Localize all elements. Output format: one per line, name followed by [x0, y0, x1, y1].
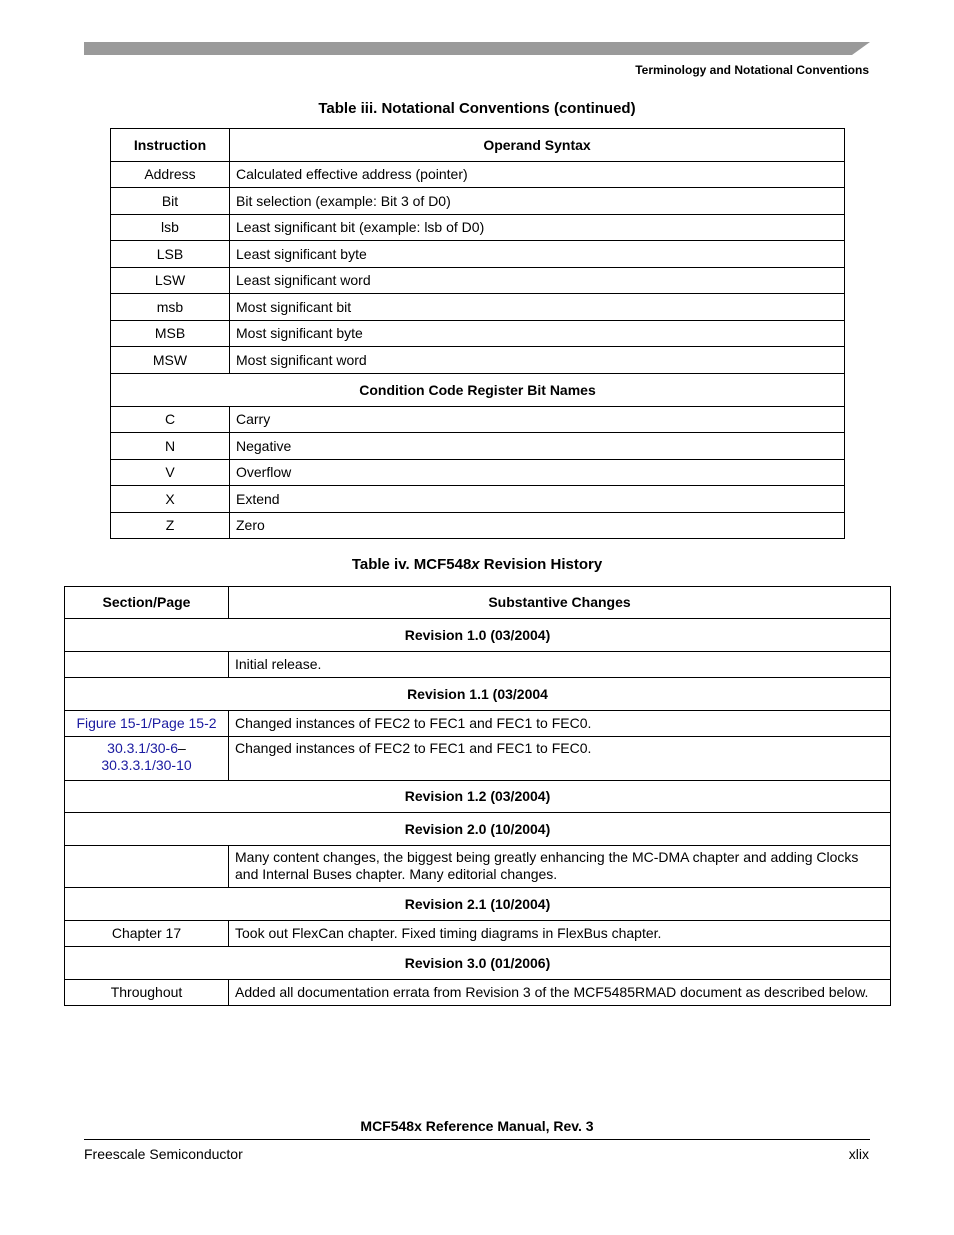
syntax-cell: Least significant bit (example: lsb of D0)	[230, 215, 845, 241]
table-row	[111, 460, 845, 486]
table-row	[65, 711, 891, 737]
ccr-bit-cell: C	[111, 407, 230, 433]
caption-prefix: Table iv. MCF548	[351, 556, 472, 573]
syntax-cell: Least significant word	[230, 268, 845, 294]
table-row	[65, 652, 891, 678]
col-header-section-page: Section/Page	[65, 587, 229, 619]
header-bar	[84, 42, 870, 55]
section-cell: Chapter 17	[65, 921, 229, 947]
table-row	[111, 407, 845, 433]
range-dash: –	[178, 740, 186, 756]
revision-header-row	[65, 781, 891, 813]
table3-header-row	[111, 129, 845, 162]
change-cell: Took out FlexCan chapter. Fixed timing diagrams in FlexBus chapter.	[229, 921, 891, 947]
instruction-cell: Bit	[111, 188, 230, 215]
table-row	[111, 294, 845, 321]
table-row	[65, 921, 891, 947]
instruction-cell: MSW	[111, 347, 230, 374]
instruction-cell: msb	[111, 294, 230, 321]
table-row	[111, 162, 845, 188]
company-name: Freescale Semiconductor	[84, 1146, 243, 1162]
ccr-name-cell: Extend	[230, 486, 845, 513]
table-row	[65, 980, 891, 1006]
footer-rule	[84, 1139, 870, 1140]
change-cell: Added all documentation errata from Revision 3 of the MCF5485RMAD document as described below.	[229, 980, 891, 1006]
running-title: Terminology and Notational Conventions	[635, 63, 869, 77]
change-cell: Many content changes, the biggest being greatly enhancing the MC-DMA chapter and adding Clocks and Internal Buses chapter. Many editorial changes.	[229, 846, 891, 888]
table-row	[111, 241, 845, 268]
ccr-name-cell: Negative	[230, 433, 845, 460]
table-row	[65, 846, 891, 888]
revision-header-row	[65, 888, 891, 921]
syntax-cell: Most significant bit	[230, 294, 845, 321]
revision-header: Revision 1.1 (03/2004	[65, 678, 891, 711]
syntax-cell: Calculated effective address (pointer)	[230, 162, 845, 188]
syntax-cell: Least significant byte	[230, 241, 845, 268]
change-cell: Changed instances of FEC2 to FEC1 and FEC1 to FEC0.	[229, 737, 891, 781]
revision-header-row	[65, 947, 891, 980]
table4-caption	[0, 556, 954, 573]
ccr-bit-cell: V	[111, 460, 230, 486]
section-header-row	[111, 374, 845, 407]
ccr-name-cell: Carry	[230, 407, 845, 433]
table-row	[111, 321, 845, 347]
table3-caption: Table iii. Notational Conventions (continued)	[318, 100, 636, 117]
manual-title: MCF548x Reference Manual, Rev. 3	[360, 1118, 594, 1134]
col-header-instruction: Instruction	[111, 129, 230, 162]
table-row	[111, 486, 845, 513]
ccr-section-header: Condition Code Register Bit Names	[111, 374, 845, 407]
revision-header: Revision 3.0 (01/2006)	[65, 947, 891, 980]
section-link[interactable]: 30.3.3.1/30-10	[101, 757, 192, 773]
figure-link[interactable]: Figure 15-1/Page 15-2	[65, 711, 229, 737]
instruction-cell: Address	[111, 162, 230, 188]
table-row	[111, 513, 845, 539]
revision-header-row	[65, 813, 891, 846]
section-cell	[65, 737, 229, 781]
col-header-substantive-changes: Substantive Changes	[229, 587, 891, 619]
table4-header-row	[65, 587, 891, 619]
instruction-cell: LSW	[111, 268, 230, 294]
table-row	[65, 737, 891, 781]
instruction-cell: LSB	[111, 241, 230, 268]
instruction-cell: lsb	[111, 215, 230, 241]
section-cell	[65, 652, 229, 678]
ccr-bit-cell: X	[111, 486, 230, 513]
change-cell: Changed instances of FEC2 to FEC1 and FEC1 to FEC0.	[229, 711, 891, 737]
ccr-name-cell: Zero	[230, 513, 845, 539]
ccr-bit-cell: Z	[111, 513, 230, 539]
caption-suffix: Revision History	[479, 556, 603, 573]
section-cell: Throughout	[65, 980, 229, 1006]
syntax-cell: Most significant word	[230, 347, 845, 374]
instruction-cell: MSB	[111, 321, 230, 347]
table-row	[111, 268, 845, 294]
section-link[interactable]: 30.3.1/30-6	[107, 740, 179, 756]
revision-header: Revision 2.1 (10/2004)	[65, 888, 891, 921]
revision-header: Revision 2.0 (10/2004)	[65, 813, 891, 846]
col-header-operand-syntax: Operand Syntax	[230, 129, 845, 162]
revision-header-row	[65, 619, 891, 652]
revision-header-row	[65, 678, 891, 711]
revision-header: Revision 1.2 (03/2004)	[65, 781, 891, 813]
syntax-cell: Bit selection (example: Bit 3 of D0)	[230, 188, 845, 215]
section-cell	[65, 846, 229, 888]
change-cell: Initial release.	[229, 652, 891, 678]
table-row	[111, 433, 845, 460]
table-row	[111, 347, 845, 374]
page-number: xlix	[848, 1146, 869, 1162]
revision-header: Revision 1.0 (03/2004)	[65, 619, 891, 652]
table-row	[111, 188, 845, 215]
caption-italic: x	[471, 556, 480, 573]
ccr-name-cell: Overflow	[230, 460, 845, 486]
table-row	[111, 215, 845, 241]
notational-conventions-table	[110, 128, 845, 539]
revision-history-table	[64, 586, 891, 1006]
ccr-bit-cell: N	[111, 433, 230, 460]
syntax-cell: Most significant byte	[230, 321, 845, 347]
